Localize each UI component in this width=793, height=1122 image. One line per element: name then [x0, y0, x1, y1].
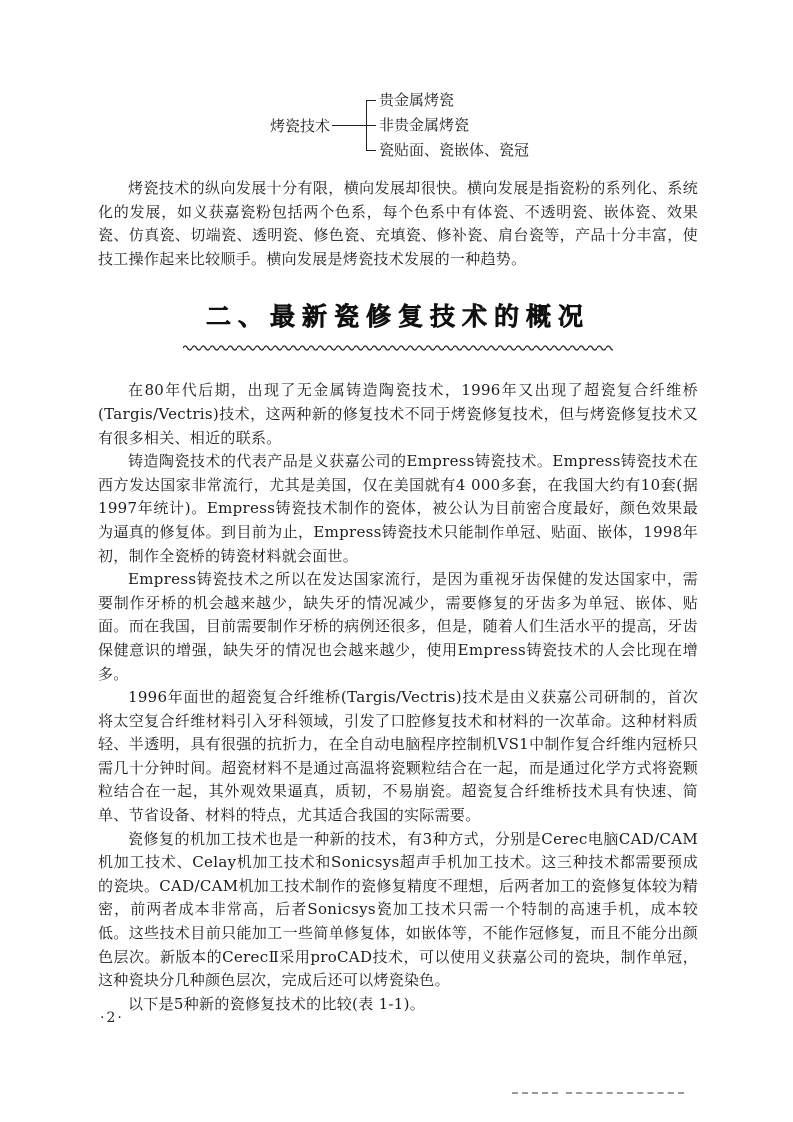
decorative-wave-line [98, 343, 698, 353]
scan-artifact-segment [566, 1092, 684, 1094]
section-body [98, 379, 698, 1016]
body-paragraph: 在80年代后期，出现了无金属铸造陶瓷技术，1996年又出现了超瓷复合纤维桥(Targis/Vectris)技术，这两种新的修复技术不同于烤瓷修复技术，但与烤瓷修复技术又有很多相关、相近的联系。 [98, 381, 698, 447]
diagram-branch [379, 138, 529, 163]
diagram-branches [366, 88, 529, 163]
diagram-branch [379, 88, 529, 113]
porcelain-technique-diagram [270, 88, 698, 163]
section-heading-block [98, 297, 698, 353]
body-paragraph: 铸造陶瓷技术的代表产品是义获嘉公司的Empress铸瓷技术。Empress铸瓷技术在西方发达国家非常流行，尤其是美国，仅在美国就有4 000多套，在我国大约有10套(据1997年统计)。Empress铸瓷技术制作的瓷体，被公认为目前密合度最好，颜色效果最为逼真的修复体。到目前为止，Empress铸瓷技术只能制作单冠、贴面、嵌体，1998年初，制作全瓷桥的铸瓷材料就会面世。 [98, 452, 698, 565]
scan-artifact-segment [512, 1092, 558, 1094]
diagram-root-label: 烤瓷技术 [270, 117, 331, 135]
diagram-branch-label: 非贵金属烤瓷 [379, 116, 470, 134]
body-paragraph: 1996年面世的超瓷复合纤维桥(Targis/Vectris)技术是由义获嘉公司研制的，首次将太空复合纤维材料引入牙科领域，引发了口腔修复技术和材料的一次革命。这种材料质轻、半透明，具有很强的抗折力，在全自动电脑程序控制机VS1中制作复合纤维内冠桥只需几十分钟时间。超瓷材料不是通过高温将瓷颗粒结合在一起，而是通过化学方式将瓷颗粒结合在一起，其外观效果逼真，质韧，不易崩瓷。超瓷复合纤维桥技术具有快速、简单、节省设备、材料的特点，尤其适合我国的实际需要。 [98, 688, 698, 825]
body-paragraph: Empress铸瓷技术之所以在发达国家流行，是因为重视牙齿保健的发达国家中，需要制作牙桥的机会越来越少，缺失牙的情况减少，需要修复的牙齿多为单冠、嵌体、贴面。而在我国，目前需要制作牙桥的病例还很多，但是，随着人们生活水平的提高，牙齿保健意识的增强，缺失牙的情况也会越来越少，使用Empress铸瓷技术的人会比现在增多。 [98, 570, 698, 683]
body-paragraph: 瓷修复的机加工技术也是一种新的技术，有3种方式，分别是Cerec电脑CAD/CAM机加工技术、Celay机加工技术和Sonicsys超声手机加工技术。这三种技术都需要预成的瓷块。CAD/CAM机加工技术制作的瓷修复精度不理想，后两者加工的瓷修复体较为精密，前两者成本非常高，后者Sonicsys瓷加工技术只需一个特制的高速手机，成本较低。这些技术目前只能加工一些简单修复体，如嵌体等，不能作冠修复，而且不能分出颜色层次。新版本的CerecⅡ采用proCAD技术，可以使用义获嘉公司的瓷块，制作单冠，这种瓷块分几种颜色层次，完成后还可以烤瓷染色。 [98, 829, 698, 990]
page-number: ·2· [100, 1010, 124, 1026]
diagram-branch [379, 113, 529, 138]
body-paragraph: 以下是5种新的瓷修复技术的比较(表 1-1)。 [128, 994, 426, 1013]
page-content [98, 88, 698, 1016]
scan-artifact-marks [512, 1082, 688, 1101]
section-heading: 二、最新瓷修复技术的概况 [205, 302, 590, 332]
intro-paragraph: 烤瓷技术的纵向发展十分有限，横向发展却很快。横向发展是指瓷粉的系列化、系统化的发展，如义获嘉瓷粉包括两个色系，每个色系中有体瓷、不透明瓷、嵌体瓷、效果瓷、仿真瓷、切端瓷、透明瓷、修色瓷、充填瓷、修补瓷、肩台瓷等，产品十分丰富，使技工操作起来比较顺手。横向发展是烤瓷技术发展的一种趋势。 [98, 179, 698, 268]
diagram-branch-label: 瓷贴面、瓷嵌体、瓷冠 [379, 141, 530, 159]
diagram-branch-label: 贵金属烤瓷 [379, 91, 455, 109]
diagram-connector-line [332, 125, 366, 126]
